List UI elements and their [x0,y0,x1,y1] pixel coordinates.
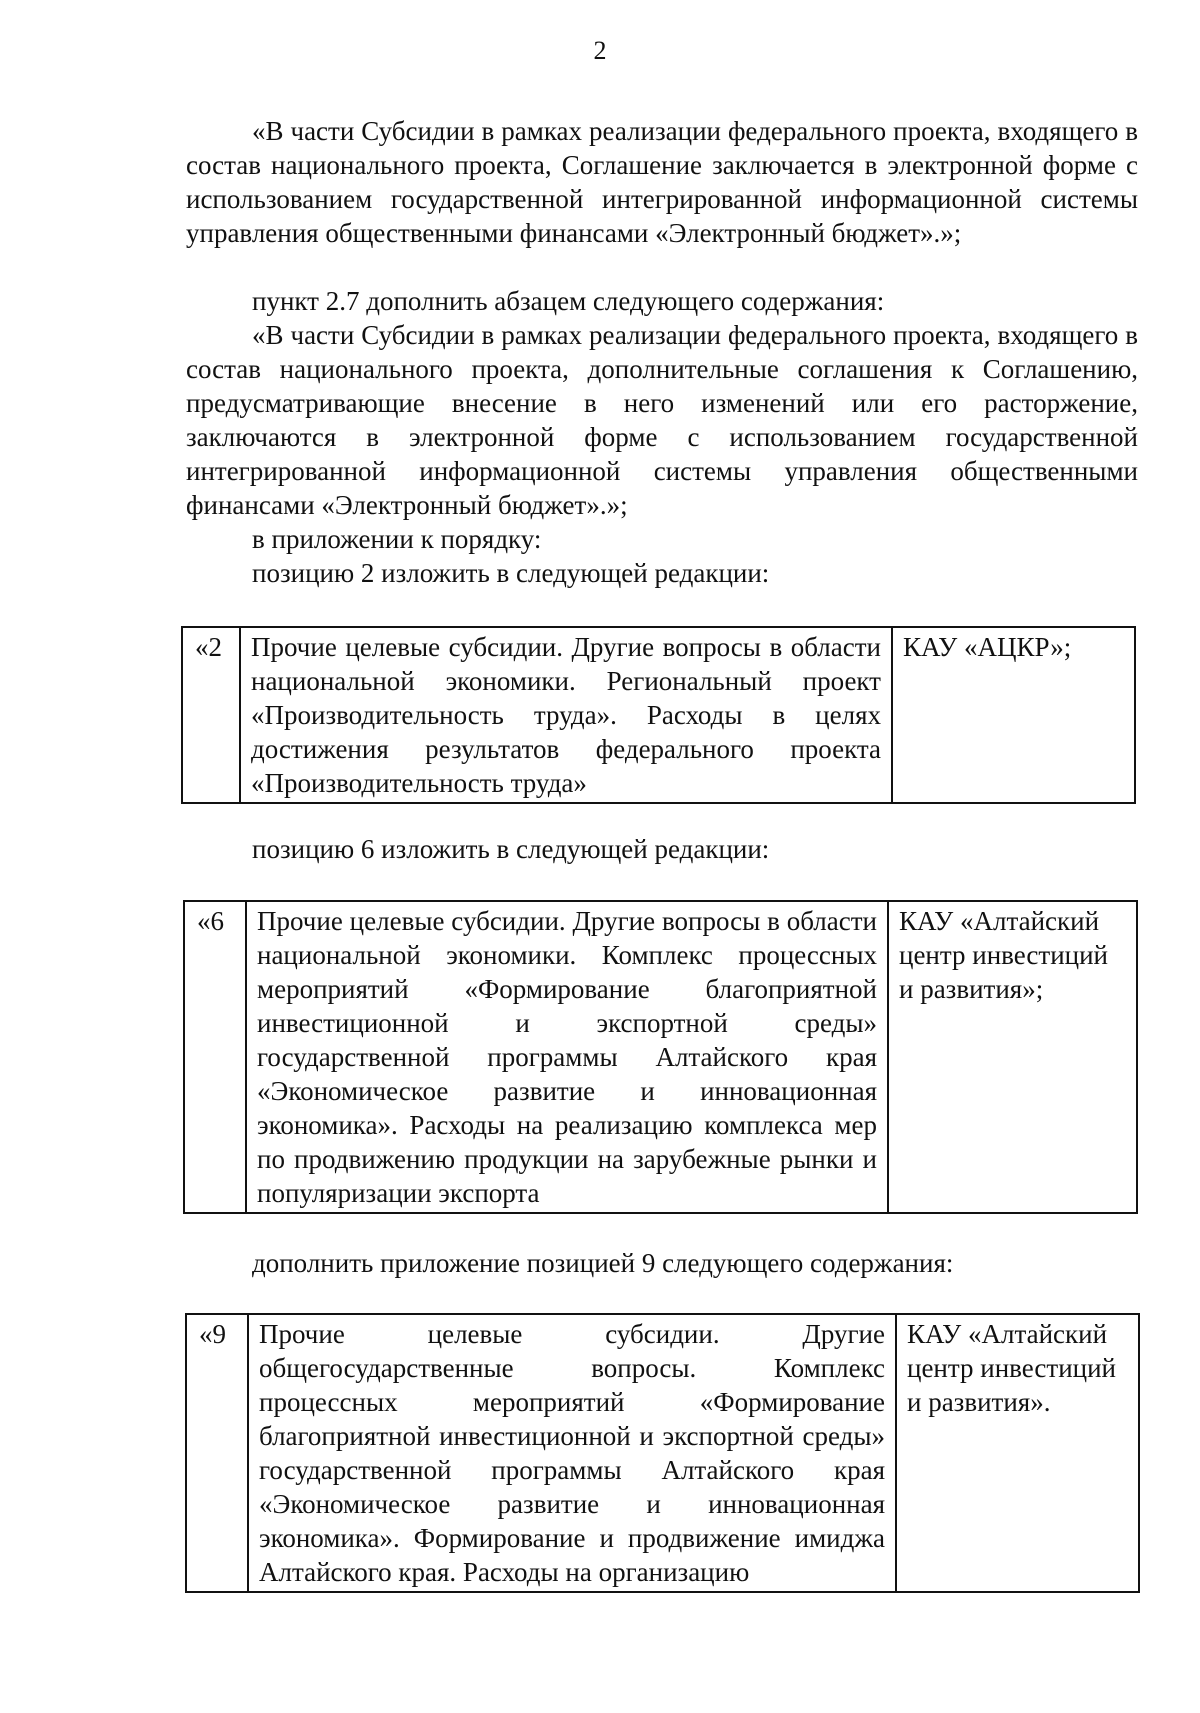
paragraph-clause-2-7: пункт 2.7 дополнить абзацем следующего содержания: [252,286,885,316]
position-organization: КАУ «Алтайский центр инвестиций и развития»; [888,901,1137,1213]
paragraph-electronic-agreement: «В части Субсидии в рамках реализации федерального проекта, входящего в состав национального проекта, Соглашение заключается в электронной форме с использованием государственной интегрированной информационной системы управления общественными финансами «Электронный бюджет».»; [186,116,1138,248]
position-number: «9 [186,1314,248,1592]
position-number: «2 [182,627,240,803]
paragraph-appendix-intro: в приложении к порядку: [252,524,542,554]
table-row [186,1314,1139,1592]
table-row [182,627,1135,803]
position-2-table [181,626,1136,804]
position-organization: КАУ «АЦКР»; [892,627,1135,803]
position-organization: КАУ «Алтайский центр инвестиций и развития». [896,1314,1139,1592]
position-9-table [185,1313,1140,1593]
position-description: Прочие целевые субсидии. Другие вопросы в области национальной экономики. Комплекс процессных мероприятий «Формирование благоприятной инвестиционной и экспортной среды» государственной программы Алтайского края «Экономическое развитие и инновационная экономика». Расходы на реализацию комплекса мер по продвижению продукции на зарубежные рынки и популяризации экспорта [246,901,888,1213]
paragraph-additional-agreements: «В части Субсидии в рамках реализации федерального проекта, входящего в состав национального проекта, дополнительные соглашения к Соглашению, предусматривающие внесение в него изменений или его расторжение, заключаются в электронной форме с использованием государственной интегрированной информационной системы управления общественными финансами «Электронный бюджет».»; [186,320,1138,520]
paragraph-position-9-intro: дополнить приложение позицией 9 следующего содержания: [252,1248,954,1278]
paragraph-position-6-intro: позицию 6 изложить в следующей редакции: [252,834,770,864]
position-description: Прочие целевые субсидии. Другие вопросы в области национальной экономики. Региональный проект «Производительность труда». Расходы в целях достижения результатов федерального проекта «Производительность труда» [240,627,892,803]
position-description: Прочие целевые субсидии. Другие общегосударственные вопросы. Комплекс процессных мероприятий «Формирование благоприятной инвестиционной и экспортной среды» государственной программы Алтайского края «Экономическое развитие и инновационная экономика». Формирование и продвижение имиджа Алтайского края. Расходы на организацию [248,1314,896,1592]
position-6-table [183,900,1138,1214]
table-row [184,901,1137,1213]
paragraph-position-2-intro: позицию 2 изложить в следующей редакции: [252,558,770,588]
position-number: «6 [184,901,246,1213]
page-number: 2 [593,36,607,65]
